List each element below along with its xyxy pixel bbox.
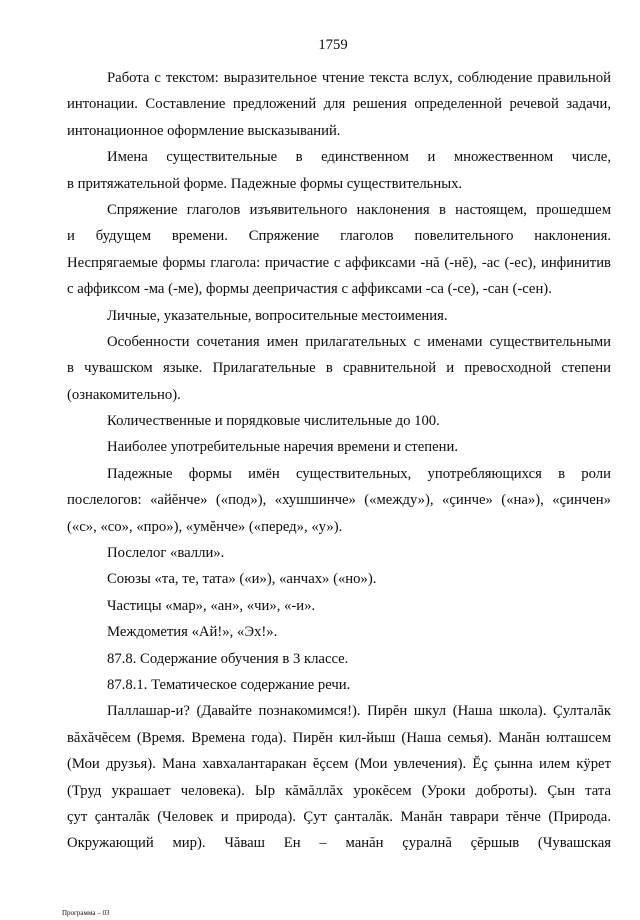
text-line: Частицы «мар», «ан», «чи», «-и». bbox=[107, 597, 316, 614]
paragraph-postpositional-cases bbox=[67, 461, 611, 540]
paragraph-verb-conjugation bbox=[67, 197, 611, 303]
text-line: вăхăчĕсем (Время. Времена года). Пирĕн кил-йыш (Наша семья). Манăн юлташсем bbox=[67, 729, 611, 746]
paragraph-nouns bbox=[67, 144, 611, 197]
text-line: в притяжательной форме. Падежные формы существительных. bbox=[67, 175, 463, 192]
text-line: с аффиксом -ма (-ме), формы деепричастия с аффиксами -са (-се), -сан (-сен). bbox=[67, 281, 552, 298]
text-line: çут çанталăк (Человек и природа). Çут çанталăк. Манăн таврари тĕнче (Природа. bbox=[67, 808, 611, 825]
text-line: интонационное оформление высказываний. bbox=[67, 122, 341, 139]
text-line: Союзы «та, те, тата» («и»), «анчах» («но»). bbox=[107, 571, 377, 588]
text-line: («с», «со», «про»), «умĕнче» («перед», «у»). bbox=[67, 518, 343, 535]
text-line: в чувашском языке. Прилагательные в сравнительной и превосходной степени bbox=[67, 360, 611, 377]
text-line: интонации. Составление предложений для решения определенной речевой задачи, bbox=[67, 96, 611, 113]
text-line: (Мои друзья). Мана хавхалантаракан ĕçсем (Мои увлечения). Ĕç çынна илем кÿрет bbox=[67, 756, 611, 773]
page-number: 1759 bbox=[318, 37, 348, 53]
text-line: и будущем времени. Спряжение глаголов повелительного наклонения. bbox=[67, 228, 611, 245]
section-heading-grade-3 bbox=[67, 646, 611, 672]
text-line: Падежные формы имён существительных, употребляющихся в роли bbox=[107, 465, 611, 482]
paragraph-postposition bbox=[67, 540, 611, 566]
text-line: (ознакомительно). bbox=[67, 386, 181, 403]
text-line: Послелог «валли». bbox=[107, 545, 225, 562]
text-line: Паллашар-и? (Давайте познакомимся!). Пирĕн шкул (Наша школа). Çулталăк bbox=[107, 703, 611, 720]
text-line: 87.8.1. Тематическое содержание речи. bbox=[107, 676, 351, 693]
text-line: Имена существительные в единственном и множественном числе, bbox=[107, 149, 611, 166]
paragraph-pronouns bbox=[67, 303, 611, 329]
text-line: Работа с текстом: выразительное чтение текста вслух, соблюдение правильной bbox=[107, 70, 611, 86]
text-line: послелогов: «айĕнче» («под»), «хушшинче» («между»), «çинче» («на»), «çинчен» bbox=[67, 492, 611, 509]
paragraph-numerals bbox=[67, 408, 611, 434]
text-line: Неспрягаемые формы глагола: причастие с аффиксами -нă (-нĕ), -ас (-ес), инфинитив bbox=[67, 254, 611, 271]
subsection-heading-topics bbox=[67, 672, 611, 698]
text-line: Наиболее употребительные наречия времени и степени. bbox=[107, 439, 458, 456]
text-line: Количественные и порядковые числительные до 100. bbox=[107, 413, 440, 430]
text-line: Особенности сочетания имен прилагательных с именами существительными bbox=[107, 333, 611, 350]
paragraph-topics bbox=[67, 698, 611, 856]
text-line: Личные, указательные, вопросительные местоимения. bbox=[107, 307, 448, 324]
document-body bbox=[67, 65, 611, 857]
text-line: Окружающий мир). Чăваш Ен – манăн çуралнă çĕршыв (Чувашская bbox=[67, 835, 611, 852]
paragraph-text-work bbox=[67, 65, 611, 144]
paragraph-adverbs bbox=[67, 434, 611, 460]
page-footer: Программа – 03 bbox=[62, 909, 110, 917]
text-line: Междометия «Ай!», «Эх!». bbox=[107, 624, 278, 641]
text-line: (Труд украшает человека). Ыр кăмăллăх урокĕсем (Уроки доброты). Çын тата bbox=[67, 782, 611, 799]
paragraph-particles bbox=[67, 593, 611, 619]
paragraph-adjectives bbox=[67, 329, 611, 408]
text-line: 87.8. Содержание обучения в 3 классе. bbox=[107, 650, 349, 667]
paragraph-conjunctions bbox=[67, 566, 611, 592]
paragraph-interjections bbox=[67, 619, 611, 645]
text-line: Спряжение глаголов изъявительного наклонения в настоящем, прошедшем bbox=[107, 201, 611, 218]
